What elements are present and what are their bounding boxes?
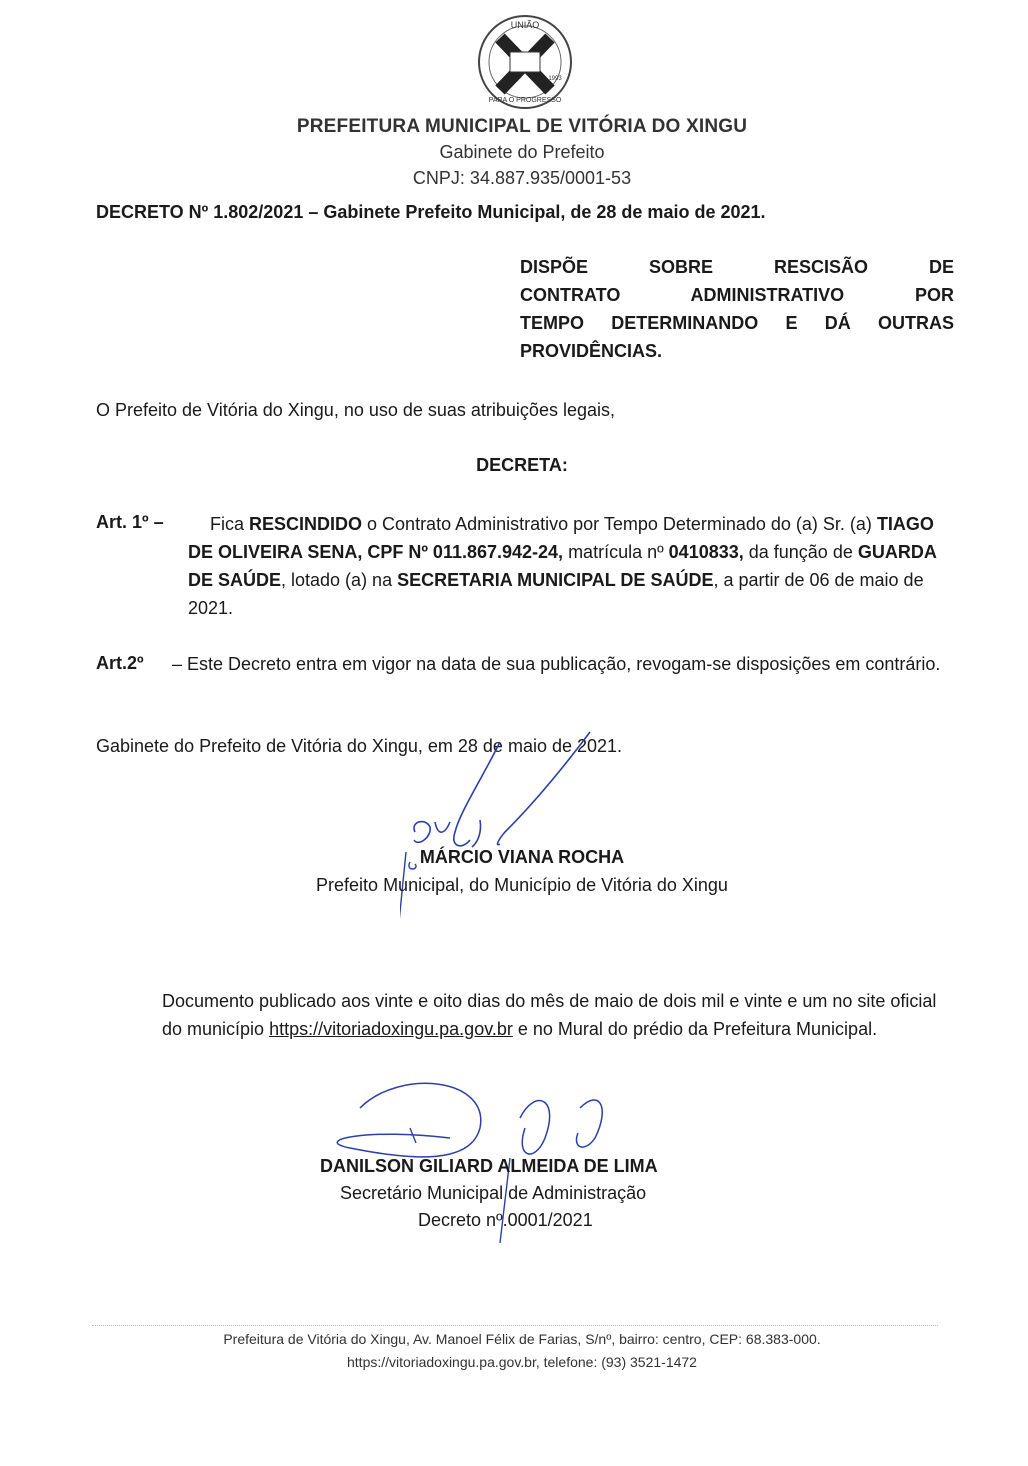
art1-bold: 0410833, xyxy=(668,542,744,562)
art1-bold: SECRETARIA MUNICIPAL DE SAÚDE xyxy=(397,570,714,590)
art1-text: , lotado (a) na xyxy=(281,570,398,590)
decree-ementa xyxy=(520,253,954,365)
decreta-heading: DECRETA: xyxy=(476,455,568,475)
seal-ring-text: PARA O PROGRESSO xyxy=(488,97,562,104)
art1-bold: TIAGO DE OLIVEIRA SENA, CPF Nº 011.867.942-24, xyxy=(188,514,934,562)
signature-2-name: DANILSON GILIARD ALMEIDA DE LIMA xyxy=(320,1156,658,1176)
closing-line: Gabinete do Prefeito de Vitória do Xingu, em 28 de maio de 2021. xyxy=(96,736,623,756)
ementa-line: TEMPO DETERMINANDO E DÁ OUTRAS xyxy=(520,313,954,333)
header-cnpj: CNPJ: 34.887.935/0001-53 xyxy=(412,168,632,188)
municipality-website-link[interactable]: https://vitoriadoxingu.pa.gov.br xyxy=(269,1019,513,1039)
publication-text: e no Mural do prédio da Prefeitura Municipal. xyxy=(512,1019,878,1039)
signature-1-role: Prefeito Municipal, do Município de Vitória do Xingu xyxy=(316,875,728,895)
ementa-line: CONTRATO ADMINISTRATIVO POR xyxy=(520,285,954,305)
art1-text: o Contrato Administrativo por Tempo Determinado do (a) Sr. (a) xyxy=(362,514,877,534)
art1-text: , a partir de 06 de maio de 2021. xyxy=(188,570,924,618)
preamble: O Prefeito de Vitória do Xingu, no uso de suas atribuições legais, xyxy=(96,400,615,420)
municipal-seal xyxy=(470,10,580,116)
footer-divider xyxy=(92,1325,938,1326)
art1-bold: GUARDA DE SAÚDE xyxy=(188,542,937,590)
ementa-line: PROVIDÊNCIAS. xyxy=(520,341,663,361)
art1-text: Fica xyxy=(210,514,250,534)
signature-2-reference: Decreto nº.0001/2021 xyxy=(418,1210,593,1230)
article-1-label: Art. 1º – xyxy=(96,512,164,532)
header-office: Gabinete do Prefeito xyxy=(439,142,605,162)
article-2-label: Art.2º xyxy=(96,653,144,673)
signature-2-role: Secretário Municipal de Administração xyxy=(340,1183,647,1203)
footer-contact: https://vitoriadoxingu.pa.gov.br, telefone: (93) 3521-1472 xyxy=(347,1354,697,1370)
article-1-text xyxy=(188,510,956,622)
publication-text: Documento publicado aos vinte e oito dias do mês de maio de dois mil e vinte e um no site oficial do município xyxy=(162,991,937,1039)
art1-text: matrícula nº xyxy=(563,542,669,562)
footer-address: Prefeitura de Vitória do Xingu, Av. Manoel Félix de Farias, S/nº, bairro: centro, CEP: 68.383-000. xyxy=(223,1331,821,1347)
seal-top-text: UNIÃO xyxy=(510,20,540,30)
publication-notice xyxy=(162,987,954,1043)
article-2-text xyxy=(172,650,956,678)
decree-title: DECRETO Nº 1.802/2021 – Gabinete Prefeito Municipal, de 28 de maio de 2021. xyxy=(96,202,766,222)
seal-year-text: 1993 xyxy=(548,76,562,82)
header-title: PREFEITURA MUNICIPAL DE VITÓRIA DO XINGU xyxy=(296,116,748,137)
ementa-line: DISPÕE SOBRE RESCISÃO DE xyxy=(520,257,954,277)
art2-text: – Este Decreto entra em vigor na data de sua publicação, revogam-se disposições em contrário. xyxy=(172,654,941,674)
art1-text: da função de xyxy=(743,542,858,562)
signature-1-name: MÁRCIO VIANA ROCHA xyxy=(419,847,625,867)
art1-bold: RESCINDIDO xyxy=(249,514,363,534)
